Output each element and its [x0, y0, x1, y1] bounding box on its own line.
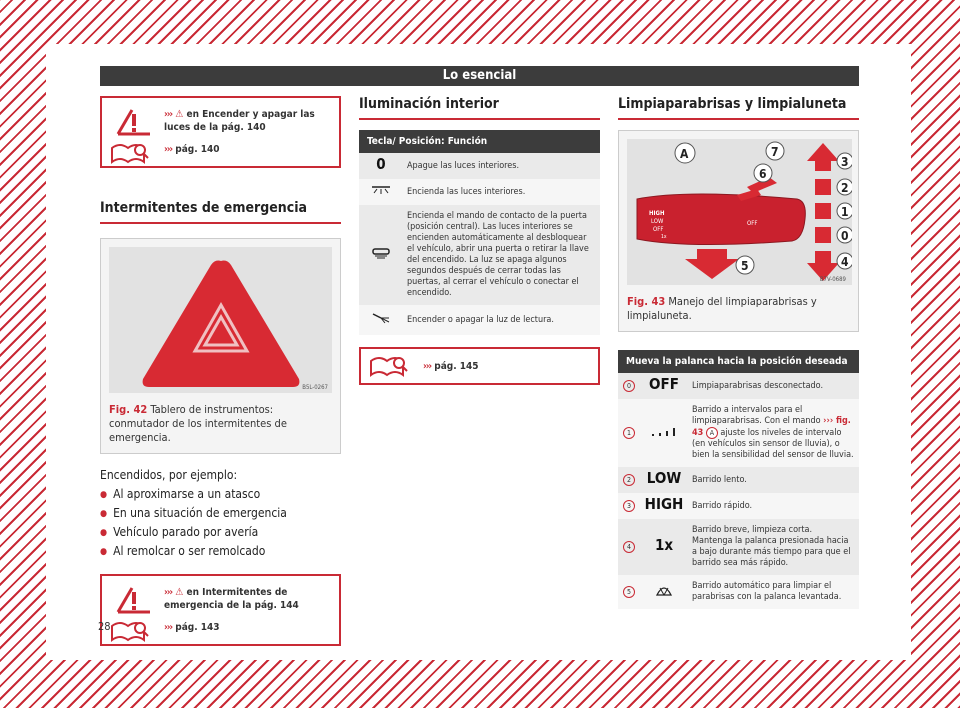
zero-symbol: 0 — [376, 155, 386, 173]
interior-light-table — [359, 130, 600, 335]
figure-caption: Fig. 43 Manejo del limpiaparabrisas y limpialuneta. — [627, 295, 817, 322]
list-item: ● En una situación de emergencia — [100, 506, 341, 520]
section-title-interior: Iluminación interior — [359, 96, 600, 120]
lever-label: HIGH — [649, 210, 665, 217]
callout-label: 7 — [771, 145, 779, 159]
column-left — [100, 96, 341, 646]
callout-label: 6 — [759, 167, 767, 181]
column-middle — [359, 96, 600, 385]
manual-icon — [369, 355, 409, 379]
table-header: Tecla/ Posición: Función — [359, 130, 600, 153]
wiper-lever-image — [627, 139, 850, 285]
page-reference[interactable]: ››› pág. 145 — [423, 361, 479, 372]
reference-box — [359, 347, 600, 385]
interior-light-on-icon — [371, 185, 391, 195]
low-symbol: LOW — [646, 469, 682, 487]
page-reference[interactable]: ››› pág. 140 — [164, 144, 220, 155]
manual-icon — [110, 142, 150, 166]
callout-label: 1 — [841, 205, 849, 219]
manual-icon — [110, 620, 150, 644]
section-title-wipers: Limpiaparabrisas y limpialuneta — [618, 96, 859, 120]
warning-box — [100, 574, 341, 646]
lever-label: OFF — [653, 226, 664, 233]
callout-label: A — [680, 147, 689, 161]
wiper-lever-diagram — [627, 139, 852, 285]
callout-label: 5 — [741, 259, 749, 273]
callout-label: 3 — [841, 155, 849, 169]
page-reference[interactable]: ››› pág. 143 — [164, 622, 220, 633]
column-right — [618, 96, 859, 609]
warning-text: ››› ⚠ en Intermitentes de emergencia de la pág. 144 — [164, 587, 299, 611]
figure-43 — [618, 130, 859, 332]
lever-label: LOW — [651, 218, 664, 225]
table-row: 5 Barrido automático para limpiar el parabrisas con la palanca levantada. — [618, 575, 859, 609]
high-symbol: HIGH — [644, 495, 684, 513]
table-row: 4 1x Barrido breve, limpieza corta. Mantenga la palanca presionada hacia a bajo durante más tiempo para que el barrido sea más rápido. — [618, 519, 859, 575]
hazard-button-image — [109, 247, 332, 393]
door-contact-icon — [371, 247, 391, 259]
page-number: 28 — [98, 620, 111, 633]
wiper-table — [618, 350, 859, 609]
table-row: 0 OFF Limpiaparabrisas desconectado. — [618, 373, 859, 399]
callout-label: 2 — [841, 181, 849, 195]
callout-label: 4 — [841, 255, 849, 269]
page-header: Lo esencial — [100, 66, 859, 86]
callout-label: 0 — [841, 229, 849, 243]
table-row: Encienda el mando de contacto de la puerta (posición central). Las luces interiores se encienden automáticamente al desbloquear el vehículo, abrir una puerta o retirar la llave del encendido. La luz se apaga algunos segundos después de cerrar todas las puertas, al cerrar el vehículo o conectar el encendido. — [359, 205, 600, 305]
list-item: ● Al remolcar o ser remolcado — [100, 544, 341, 558]
table-row: 3 HIGH Barrido rápido. — [618, 493, 859, 519]
figure-caption: Fig. 42 Tablero de instrumentos: conmutador de los intermitentes de emergencia. — [109, 403, 287, 444]
interval-icon — [650, 425, 678, 437]
figure-code: B7V-0689 — [819, 276, 846, 283]
single-wipe-symbol: 1x — [654, 536, 674, 554]
washer-icon — [655, 583, 673, 597]
reading-light-icon — [371, 312, 391, 324]
hazard-triangle-icon — [109, 247, 334, 393]
table-row: Encienda las luces interiores. — [359, 179, 600, 205]
table-row: 2 LOW Barrido lento. — [618, 467, 859, 493]
section-title-hazard: Intermitentes de emergencia — [100, 200, 341, 224]
figure-code: B5L-0267 — [302, 384, 328, 391]
figure-link[interactable]: ››› fig. 43 — [692, 416, 851, 438]
list-item: ● Al aproximarse a un atasco — [100, 487, 341, 501]
warning-icon — [116, 106, 152, 136]
lever-label: 1x — [661, 234, 667, 240]
intro-text: Encendidos, por ejemplo: — [100, 468, 238, 482]
figure-42 — [100, 238, 341, 454]
table-row: 1 Barrido a intervalos para el limpiaparabrisas. Con el mando ››› fig. 43 A ajuste los niveles de intervalo (en vehículos sin sensor de lluvia), o bien la sensibilidad del sensor de lluvia. — [618, 399, 859, 467]
table-row: Encender o apagar la luz de lectura. — [359, 305, 600, 335]
warning-box — [100, 96, 341, 168]
off-symbol: OFF — [649, 375, 679, 393]
warning-icon — [116, 584, 152, 614]
list-item: ● Vehículo parado por avería — [100, 525, 341, 539]
lever-label: OFF — [747, 220, 758, 227]
table-row: 0 Apague las luces interiores. — [359, 153, 600, 179]
table-header: Mueva la palanca hacia la posición deseada — [618, 350, 859, 373]
bullet-list — [100, 487, 341, 558]
warning-text: ››› ⚠ en Encender y apagar las luces de la pág. 140 — [164, 109, 315, 133]
